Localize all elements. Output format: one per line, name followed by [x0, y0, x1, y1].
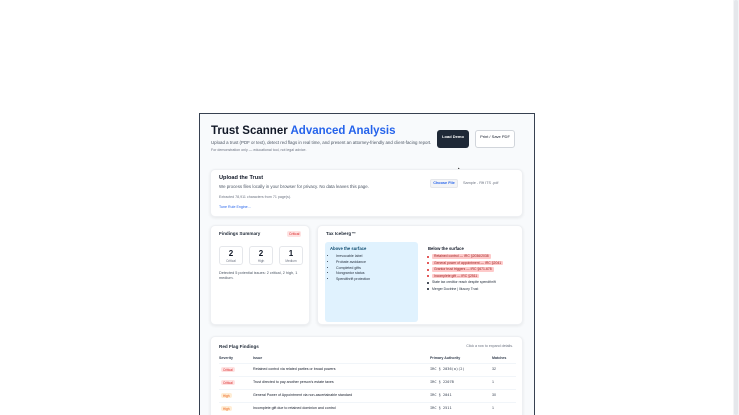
stat-medium	[279, 246, 303, 265]
matches-count: 1	[492, 406, 494, 410]
above-item: • Completed gifts	[336, 266, 418, 272]
authority-text: IRC § 2036(a)(2)	[430, 367, 465, 371]
critical-badge: Critical	[289, 232, 300, 236]
above-item: • Nongrantor status	[336, 271, 418, 277]
upload-heading: Upload the Trust	[219, 175, 264, 181]
below-surface-panel	[423, 242, 516, 322]
column-header-severity[interactable]: Severity	[219, 356, 233, 360]
below-title: Below the surface	[428, 246, 464, 251]
findings-summary-text: Detected 5 potential issues: 2 critical, 2 high, 1 medium.	[219, 271, 298, 281]
above-item: • Probate avoidance	[336, 260, 418, 266]
authority-text: IRC § 2511	[430, 406, 452, 410]
column-header-authority[interactable]: Primary Authority	[430, 356, 461, 360]
iceberg-heading: Tax Iceberg™	[326, 231, 356, 236]
stat-count: 2	[228, 249, 234, 258]
findings-heading: Findings Summary	[219, 231, 261, 236]
extraction-status: Extracted 78,911 characters from 71 page(s).	[219, 195, 292, 199]
above-list	[336, 254, 418, 283]
title-main: Trust Scanner	[211, 125, 288, 137]
issue-text: General Power of Appointment via non-ascertainable standard	[253, 393, 353, 397]
stat-high	[249, 246, 273, 265]
severity-badge: Critical	[223, 380, 233, 385]
print-save-button[interactable]: Print / Save PDF	[475, 130, 515, 148]
table-row[interactable]	[219, 376, 516, 388]
table-row[interactable]	[219, 389, 516, 401]
matches-count: 30	[492, 393, 496, 397]
below-item: Retained control — IRC §2036/2038	[427, 254, 516, 259]
issue-text: Incomplete gift due to retained dominion and control	[253, 406, 336, 410]
column-header-issue[interactable]: Issue	[253, 356, 263, 360]
above-item: • Spendthrift protection	[336, 277, 418, 283]
authority-text: IRC § 2207B	[430, 380, 454, 384]
choose-file-button[interactable]: Choose File	[430, 179, 458, 188]
upload-card	[210, 169, 523, 217]
load-demo-button[interactable]: Load Demo	[437, 130, 469, 148]
authority-text: IRC § 2041	[430, 393, 452, 397]
below-list	[427, 254, 516, 292]
red-flags-hint: Click a row to expand details.	[466, 344, 513, 348]
scrollbar-thumb[interactable]	[734, 0, 738, 415]
stat-count: 2	[258, 249, 264, 258]
rule-engine-link[interactable]: Tune Rule Engine…	[219, 205, 252, 209]
stat-count: 1	[288, 249, 294, 258]
stat-label: High	[257, 259, 265, 263]
app-frame	[199, 113, 535, 415]
below-item: Incomplete gift — IRC §2511	[427, 274, 516, 279]
findings-summary-card	[210, 225, 310, 325]
stat-label: Medium	[285, 259, 297, 263]
severity-badge: High	[223, 393, 230, 398]
stat-critical	[219, 246, 243, 265]
column-header-matches[interactable]: Matches	[492, 356, 507, 360]
below-item: Grantor trust triggers — IRC §671-678	[427, 267, 516, 272]
red-flags-heading: Red Flag Findings	[219, 344, 259, 349]
table-row[interactable]	[219, 363, 516, 375]
table-row[interactable]	[219, 402, 516, 414]
matches-count: 32	[492, 367, 496, 371]
above-item: • Irrevocable label	[336, 254, 418, 260]
severity-badge: High	[223, 406, 230, 411]
title-accent: Advanced Analysis	[290, 125, 396, 137]
red-flag-findings-card	[210, 336, 523, 415]
below-item: Merger Doctrine | Illusory Trust	[427, 287, 516, 292]
page-scrollbar[interactable]	[733, 0, 739, 415]
below-item: General power of appointment — IRC §2041	[427, 261, 516, 266]
tax-iceberg-card	[317, 225, 523, 325]
page-subtitle: Upload a trust (PDF or text), detect red flags in real time, and present an attorney-friendly and client-facing report.	[211, 140, 432, 145]
severity-badge: Critical	[223, 367, 233, 372]
selected-file-name: Sample - Rft ITS .pdf	[463, 181, 499, 185]
above-surface-panel	[325, 242, 418, 322]
issue-text: Retained control via related parties or broad powers	[253, 367, 336, 371]
above-title: Above the surface	[330, 246, 367, 251]
disclaimer: For demonstration only — educational tool, not legal advice.	[211, 148, 307, 152]
matches-count: 1	[492, 380, 494, 384]
below-item: State tax creditor reach despite spendthrift	[427, 280, 516, 285]
stat-label: Critical	[226, 259, 236, 263]
upload-description: We process files locally in your browser for privacy. No data leaves this page.	[219, 184, 369, 189]
issue-text: Trust directed to pay another person's estate taxes	[253, 380, 334, 384]
